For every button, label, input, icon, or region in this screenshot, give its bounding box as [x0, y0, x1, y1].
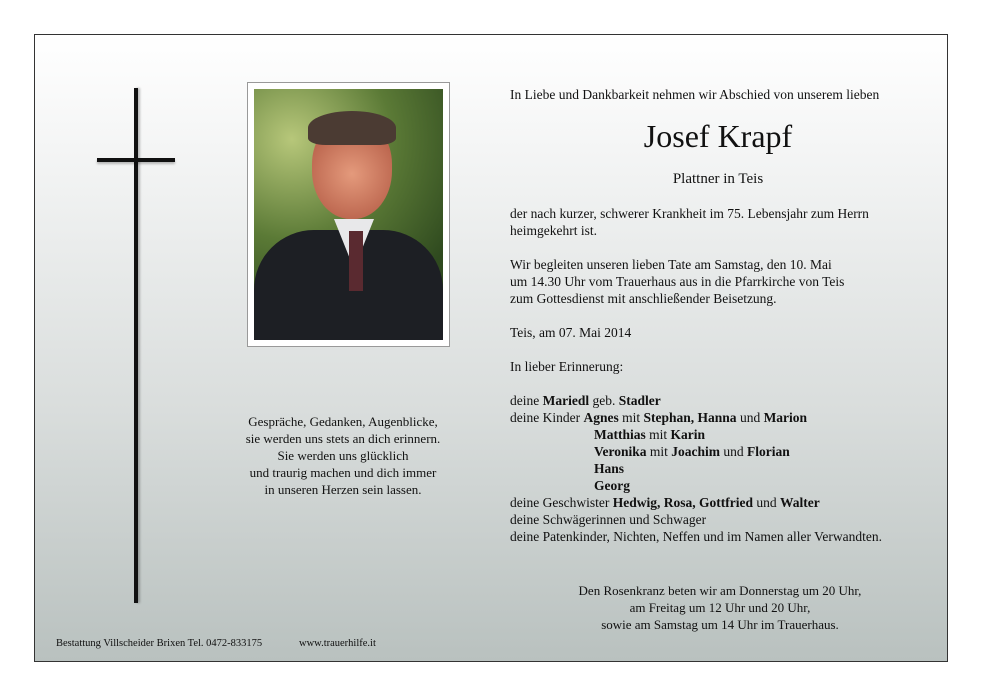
poem: Gespräche, Gedanken, Augenblicke, sie werden uns stets an dich erinnern. Sie werden uns glücklich und traurig machen und dich immer in unseren Herzen sein lassen. [245, 414, 441, 497]
website-link[interactable]: www.trauerhilfe.it [299, 638, 376, 649]
cross-bar [97, 158, 175, 162]
memory-heading: In lieber Erinnerung: [510, 359, 624, 374]
death-text: der nach kurzer, schwerer Krankheit im 75. Lebensjahr zum Herrn heimgekehrt ist. [510, 206, 869, 238]
funeral-text: Wir begleiten unseren lieben Tate am Samstag, den 10. Mai um 14.30 Uhr vom Trauerhaus aus in die Pfarrkirche von Teis zum Gottesdienst mit anschließender Beisetzung. [510, 257, 845, 306]
undertaker-info: Bestattung Villscheider Brixen Tel. 0472-833175 [56, 638, 263, 649]
place-date: Teis, am 07. Mai 2014 [510, 325, 632, 340]
rosary-info: Den Rosenkranz beten wir am Donnerstag um 20 Uhr, am Freitag um 12 Uhr und 20 Uhr, sowie am Samstag um 14 Uhr im Trauerhaus. [578, 583, 862, 632]
intro-text: In Liebe und Dankbarkeit nehmen wir Abschied von unserem lieben [510, 87, 880, 102]
cross-icon [134, 88, 138, 603]
portrait-photo [254, 89, 443, 340]
deceased-name: Josef Krapf [643, 118, 793, 154]
mourners-list: deine Mariedl geb. Stadler deine Kinder Agnes mit Stephan, Hanna und Marion Matthias mit Karin Veronika mit Joachim und Florian Hans Georg deine Geschwister Hedwig, Rosa, Gottfried und Walter deine Schwägerinnen und Schwager deine Patenkinder, Nichten, Neffen und im Namen aller Verwandten. [510, 393, 882, 544]
occupation: Plattner in Teis [672, 171, 764, 187]
